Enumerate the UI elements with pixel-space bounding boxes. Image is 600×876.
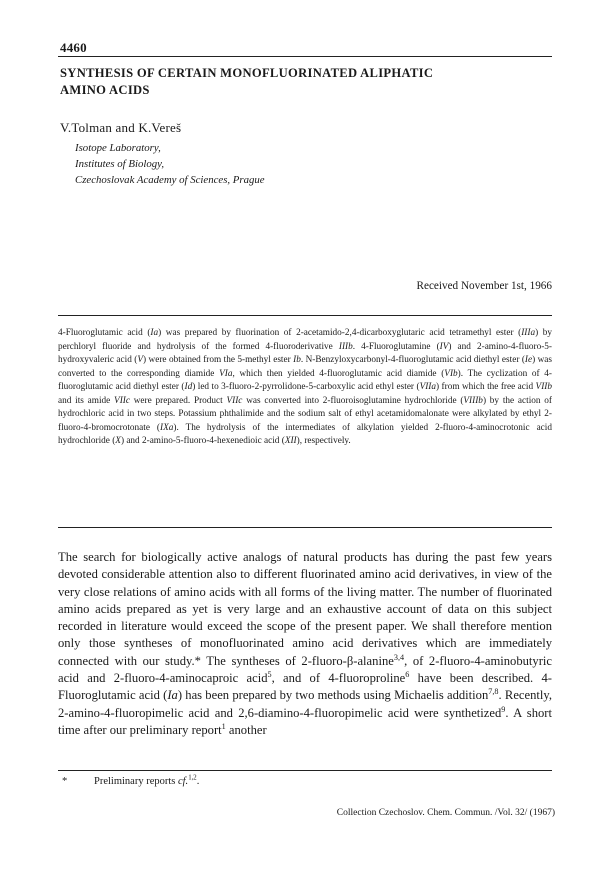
- affiliation-line: Isotope Laboratory,: [75, 142, 161, 154]
- text-run: , which then yielded 4-fluoroglutamic acid diamide (: [232, 368, 445, 379]
- compound-label: VIIb: [535, 382, 552, 392]
- header-rule: [58, 56, 552, 57]
- text-run: and its amide: [58, 395, 115, 406]
- compound-label: VIIc: [226, 395, 243, 406]
- compound-label: Ia: [150, 328, 159, 338]
- compound-label: Id: [184, 382, 193, 392]
- text-run: ) and 2-amino-5-fluoro-4-hexenedioic acid (: [120, 436, 285, 446]
- footnote-rule: [58, 770, 552, 771]
- footnote-end: .: [196, 776, 200, 787]
- text-run: another: [225, 722, 267, 737]
- compound-label: XII: [284, 436, 297, 446]
- text-run: were prepared. Product: [129, 395, 227, 406]
- text-run: , and of 4-fluoroproline: [271, 671, 406, 686]
- text-run: ) and 2-amino-4-fluoro-5-hydroxyvaleric acid (: [58, 341, 552, 365]
- compound-label: VIIc: [114, 395, 130, 406]
- text-run: ). The cyclization of 4-fluoroglutamic acid diethyl ester (: [58, 368, 552, 392]
- compound-label: VIIIb: [463, 395, 483, 406]
- title-line-1: SYNTHESIS OF CERTAIN MONOFLUORINATED ALIPHATIC: [60, 66, 434, 80]
- reference-superscript: 7,8: [488, 687, 499, 697]
- title-line-2: AMINO ACIDS: [60, 83, 150, 97]
- text-run: ) were obtained from the 5-methyl ester: [143, 355, 294, 365]
- compound-label: VIb: [444, 368, 458, 379]
- article-title: [60, 65, 530, 99]
- text-run: ) was prepared by fluorination of 2-acetamido-2,4-dicarboxyglutaric acid tetramethyl ester (: [158, 328, 522, 338]
- compound-label: Ia: [167, 688, 178, 703]
- footnote: [62, 776, 199, 787]
- text-run: The search for biologically active analogs of natural products has during the past few years devoted considerable attention also to different fluorinated amino acid derivatives, in view of the very close relations of amino acids with all forms of the living matter. The number of fluorinated amino acids prepared as yet is very large and an exhaustive account of data on this subject recorded in literature would exceed the scope of the present paper. We shall therefore mention only those syntheses of monofluorinated amino acid derivatives which are immediately connected with our study.* The syntheses of 2-fluoro-β-alanine: [58, 550, 552, 668]
- text-run: ) from which the free acid: [436, 382, 536, 392]
- compound-label: VIIa: [419, 382, 436, 392]
- text-run: 4-Fluoroglutamic acid (: [58, 328, 151, 338]
- body-paragraph: [58, 549, 552, 739]
- compound-label: IV: [439, 341, 449, 352]
- text-run: was converted into 2-fluoroisoglutamine hydrochloride (: [242, 395, 464, 406]
- affiliation-line: Institutes of Biology,: [75, 158, 165, 170]
- affiliation-line: Czechoslovak Academy of Sciences, Prague: [75, 174, 265, 186]
- footnote-cf: cf.: [177, 776, 189, 787]
- page-number: 4460: [60, 40, 87, 55]
- compound-label: IIIb: [338, 341, 353, 352]
- text-run: ) by perchloryl fluoride and hydrolysis of the formed 4-fluoroderivative: [58, 328, 552, 352]
- text-run: . Recently, 2-amino-4-fluoropimelic acid and 2,6-diamino-4-fluoropimelic acid were synthetized: [58, 688, 553, 720]
- journal-citation: Collection Czechoslov. Chem. Commun. /Vol. 32/ (1967): [336, 808, 555, 818]
- abstract-bottom-rule: [58, 527, 552, 528]
- compound-label: IXa: [160, 422, 174, 433]
- abstract: [58, 327, 552, 449]
- reference-superscript: 6: [405, 669, 410, 679]
- compound-label: Ib: [293, 355, 301, 365]
- reference-superscript: 9: [501, 704, 506, 714]
- footnote-refs: 1,2: [188, 774, 197, 782]
- compound-label: Ie: [524, 355, 533, 365]
- text-run: have been described. 4-Fluoroglutamic acid (: [58, 671, 552, 703]
- text-run: . A short time after our preliminary report: [58, 705, 552, 737]
- received-date: Received November 1st, 1966: [416, 280, 552, 292]
- reference-superscript: 1: [221, 721, 226, 731]
- compound-label: V: [137, 355, 144, 365]
- text-run: , of 2-fluoro-4-aminobutyric acid and 2-fluoro-4-aminocaproic acid: [58, 653, 553, 686]
- footnote-mark: *: [62, 776, 68, 787]
- text-run: ). The hydrolysis of the intermediates of alkylation yielded 2-fluoro-4-aminocrotonic acid hydrochloride (: [58, 422, 552, 446]
- authors: V.Tolman and K.Vereš: [60, 120, 182, 135]
- text-run: ) has been prepared by two methods using Michaelis addition: [177, 688, 489, 703]
- compound-label: VIa: [219, 368, 233, 379]
- text-run: ) was converted to the corresponding diamide: [58, 355, 553, 379]
- reference-superscript: 3,4: [393, 652, 405, 662]
- abstract-top-rule: [58, 315, 552, 316]
- text-run: ) led to 3-fluoro-2-pyrrolidone-5-carboxylic acid ethyl ester (: [192, 382, 420, 392]
- compound-label: IIIa: [521, 328, 536, 338]
- text-run: . N-Benzyloxycarbonyl-4-fluoroglutamic acid diethyl ester (: [300, 355, 525, 365]
- text-run: ) by the action of hydrochloric acid in two steps. Potassium phthalimide and the sodium salt of ethyl acetamidomalonate were alkylated by ethyl 2-fluoro-4-bromocrotonate (: [58, 395, 552, 433]
- text-run: ), respectively.: [296, 436, 351, 446]
- compound-label: X: [115, 436, 121, 446]
- reference-superscript: 5: [267, 669, 272, 679]
- affiliation: [75, 140, 265, 188]
- footnote-text: Preliminary reports: [94, 776, 178, 787]
- text-run: . 4-Fluoroglutamine (: [352, 341, 440, 352]
